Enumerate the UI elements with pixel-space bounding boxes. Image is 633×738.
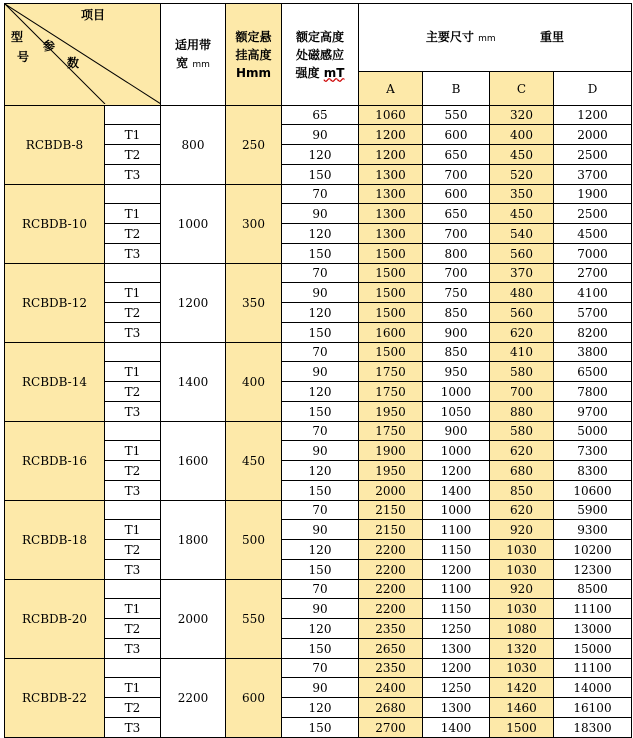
- dim-b-cell: 700: [423, 264, 490, 283]
- belt-width-cell: 800: [161, 106, 226, 185]
- col-d-header: D: [554, 72, 632, 106]
- field-strength-cell: 90: [282, 441, 359, 461]
- type-cell: T1: [105, 599, 161, 619]
- field-strength-cell: 120: [282, 382, 359, 402]
- field-strength-cell: 90: [282, 678, 359, 698]
- dim-b-cell: 1200: [423, 461, 490, 481]
- dim-c-cell: 620: [490, 323, 554, 343]
- dim-b-cell: 1400: [423, 481, 490, 501]
- dim-b-cell: 1150: [423, 540, 490, 560]
- field-strength-cell: 150: [282, 718, 359, 738]
- weight-d-cell: 10200: [554, 540, 632, 560]
- dim-a-cell: 2700: [359, 718, 423, 738]
- dim-b-cell: 650: [423, 145, 490, 165]
- weight-d-cell: 5900: [554, 501, 632, 520]
- dim-a-cell: 1750: [359, 382, 423, 402]
- weight-d-cell: 8200: [554, 323, 632, 343]
- dim-b-cell: 850: [423, 343, 490, 362]
- field-line2: 处磁感应: [295, 47, 344, 62]
- field-strength-cell: 90: [282, 204, 359, 224]
- dim-c-cell: 920: [490, 520, 554, 540]
- rated-height-cell: 250: [226, 106, 282, 185]
- weight-d-cell: 12300: [554, 560, 632, 580]
- dim-c-cell: 450: [490, 145, 554, 165]
- belt-width-cell: 1400: [161, 343, 226, 422]
- type-cell: T3: [105, 165, 161, 185]
- dim-c-cell: 350: [490, 185, 554, 204]
- rated-height-cell: 450: [226, 422, 282, 501]
- weight-d-cell: 2000: [554, 125, 632, 145]
- type-cell: T3: [105, 560, 161, 580]
- weight-d-cell: 4100: [554, 283, 632, 303]
- weight-d-cell: 8300: [554, 461, 632, 481]
- dim-a-cell: 2350: [359, 619, 423, 639]
- dim-c-cell: 1420: [490, 678, 554, 698]
- type-cell: [105, 106, 161, 125]
- belt-width-cell: 1600: [161, 422, 226, 501]
- type-cell: T2: [105, 698, 161, 718]
- rated-height-cell: 600: [226, 659, 282, 738]
- dim-a-cell: 1900: [359, 441, 423, 461]
- type-cell: T1: [105, 678, 161, 698]
- belt-width-line1: 适用带: [174, 37, 211, 52]
- rated-height-cell: 300: [226, 185, 282, 264]
- type-cell: [105, 580, 161, 599]
- weight-d-cell: 7800: [554, 382, 632, 402]
- table-row: [5, 106, 632, 125]
- type-cell: T1: [105, 362, 161, 382]
- model-name-cell: RCBDB-22: [5, 659, 105, 738]
- dim-a-cell: 1300: [359, 224, 423, 244]
- weight-d-cell: 14000: [554, 678, 632, 698]
- dim-a-cell: 1750: [359, 422, 423, 441]
- weight-d-cell: 10600: [554, 481, 632, 501]
- field-strength-cell: 120: [282, 145, 359, 165]
- model-name-cell: RCBDB-20: [5, 580, 105, 659]
- type-cell: T2: [105, 224, 161, 244]
- field-strength-cell: 70: [282, 264, 359, 283]
- type-cell: [105, 185, 161, 204]
- field-strength-cell: 150: [282, 639, 359, 659]
- type-cell: [105, 264, 161, 283]
- weight-d-cell: 8500: [554, 580, 632, 599]
- dim-c-cell: 1080: [490, 619, 554, 639]
- dim-b-cell: 550: [423, 106, 490, 125]
- model-name-cell: RCBDB-18: [5, 501, 105, 580]
- field-strength-cell: 90: [282, 362, 359, 382]
- field-strength-cell: 90: [282, 125, 359, 145]
- dim-b-cell: 650: [423, 204, 490, 224]
- dim-a-cell: 2150: [359, 501, 423, 520]
- type-cell: T3: [105, 481, 161, 501]
- dim-a-cell: 1300: [359, 165, 423, 185]
- field-strength-cell: 150: [282, 323, 359, 343]
- dim-c-cell: 1030: [490, 540, 554, 560]
- table-row: [5, 501, 632, 520]
- field-strength-cell: 90: [282, 520, 359, 540]
- dim-b-cell: 850: [423, 303, 490, 323]
- dim-a-cell: 1500: [359, 303, 423, 323]
- dim-b-cell: 700: [423, 224, 490, 244]
- field-strength-cell: 120: [282, 540, 359, 560]
- belt-width-cell: 1800: [161, 501, 226, 580]
- field-strength-cell: 120: [282, 224, 359, 244]
- field-strength-cell: 90: [282, 283, 359, 303]
- dim-b-cell: 1050: [423, 402, 490, 422]
- rated-height-cell: 350: [226, 264, 282, 343]
- model-name-cell: RCBDB-12: [5, 264, 105, 343]
- col-b-header: B: [423, 72, 490, 106]
- corner-header-cell: [5, 4, 161, 106]
- dim-c-cell: 1030: [490, 659, 554, 678]
- field-line1: 额定高度: [295, 29, 344, 44]
- weight-d-cell: 6500: [554, 362, 632, 382]
- dim-c-cell: 400: [490, 125, 554, 145]
- dim-a-cell: 1060: [359, 106, 423, 125]
- corner-hao-label: 号: [17, 50, 30, 64]
- type-cell: T1: [105, 441, 161, 461]
- dim-b-cell: 1250: [423, 619, 490, 639]
- type-cell: T3: [105, 244, 161, 264]
- dim-a-cell: 2350: [359, 659, 423, 678]
- dim-a-cell: 2200: [359, 580, 423, 599]
- dim-a-cell: 2200: [359, 560, 423, 580]
- field-strength-cell: 150: [282, 481, 359, 501]
- dim-b-cell: 1000: [423, 501, 490, 520]
- weight-d-cell: 7000: [554, 244, 632, 264]
- dim-a-cell: 1500: [359, 283, 423, 303]
- dim-c-cell: 620: [490, 441, 554, 461]
- weight-d-cell: 18300: [554, 718, 632, 738]
- dim-c-cell: 520: [490, 165, 554, 185]
- dim-a-cell: 2200: [359, 540, 423, 560]
- weight-d-cell: 4500: [554, 224, 632, 244]
- dim-c-cell: 560: [490, 303, 554, 323]
- dim-b-cell: 750: [423, 283, 490, 303]
- corner-shu-label: 数: [67, 56, 80, 70]
- belt-width-cell: 2200: [161, 659, 226, 738]
- type-cell: T3: [105, 718, 161, 738]
- col-a-header: A: [359, 72, 423, 106]
- field-strength-cell: 120: [282, 619, 359, 639]
- table-row: [5, 659, 632, 678]
- dim-b-cell: 1200: [423, 659, 490, 678]
- field-strength-cell: 150: [282, 560, 359, 580]
- dim-b-cell: 950: [423, 362, 490, 382]
- dim-c-cell: 920: [490, 580, 554, 599]
- field-strength-cell: 120: [282, 461, 359, 481]
- field-strength-cell: 70: [282, 343, 359, 362]
- field-strength-cell: 70: [282, 185, 359, 204]
- dim-c-cell: 1320: [490, 639, 554, 659]
- field-strength-cell: 70: [282, 422, 359, 441]
- dim-b-cell: 800: [423, 244, 490, 264]
- dim-c-cell: 1500: [490, 718, 554, 738]
- weight-d-cell: 13000: [554, 619, 632, 639]
- weight-d-cell: 3700: [554, 165, 632, 185]
- dim-b-cell: 1300: [423, 698, 490, 718]
- dim-a-cell: 1500: [359, 343, 423, 362]
- dim-c-cell: 1030: [490, 599, 554, 619]
- field-strength-cell: 70: [282, 659, 359, 678]
- field-strength-cell: 150: [282, 244, 359, 264]
- field-strength-cell: 150: [282, 402, 359, 422]
- weight-d-cell: 2500: [554, 204, 632, 224]
- dim-b-cell: 1100: [423, 520, 490, 540]
- type-cell: [105, 501, 161, 520]
- dim-c-cell: 700: [490, 382, 554, 402]
- dim-a-cell: 1300: [359, 204, 423, 224]
- table-header: [5, 4, 632, 106]
- model-name-cell: RCBDB-16: [5, 422, 105, 501]
- type-cell: T2: [105, 461, 161, 481]
- type-cell: T2: [105, 540, 161, 560]
- dim-a-cell: 2650: [359, 639, 423, 659]
- field-strength-cell: 70: [282, 580, 359, 599]
- field-strength-cell: 65: [282, 106, 359, 125]
- dim-a-cell: 2680: [359, 698, 423, 718]
- table-row: [5, 185, 632, 204]
- dim-a-cell: 1500: [359, 244, 423, 264]
- table-row: [5, 264, 632, 283]
- dims-title: 主要尺寸: [425, 29, 474, 44]
- type-cell: T1: [105, 520, 161, 540]
- weight-title: 重里: [540, 29, 565, 44]
- table-row: [5, 422, 632, 441]
- weight-d-cell: 2700: [554, 264, 632, 283]
- corner-model-label: 型: [11, 30, 24, 44]
- type-cell: T3: [105, 639, 161, 659]
- dim-c-cell: 450: [490, 204, 554, 224]
- field-line3: 强度: [295, 65, 320, 80]
- height-unit: Hmm: [235, 65, 272, 80]
- type-cell: [105, 343, 161, 362]
- type-cell: T1: [105, 283, 161, 303]
- dim-b-cell: 1150: [423, 599, 490, 619]
- type-cell: T2: [105, 619, 161, 639]
- dim-a-cell: 1200: [359, 125, 423, 145]
- dim-b-cell: 1100: [423, 580, 490, 599]
- weight-d-cell: 16100: [554, 698, 632, 718]
- model-name-cell: RCBDB-10: [5, 185, 105, 264]
- dim-a-cell: 1950: [359, 461, 423, 481]
- weight-d-cell: 1200: [554, 106, 632, 125]
- field-strength-cell: 150: [282, 165, 359, 185]
- type-cell: T2: [105, 303, 161, 323]
- weight-d-cell: 9700: [554, 402, 632, 422]
- dim-b-cell: 600: [423, 125, 490, 145]
- dim-c-cell: 880: [490, 402, 554, 422]
- belt-width-cell: 2000: [161, 580, 226, 659]
- field-unit: mT: [323, 65, 345, 80]
- height-line2: 挂高度: [235, 47, 272, 62]
- dim-c-cell: 680: [490, 461, 554, 481]
- belt-width-line2: 宽: [176, 55, 189, 70]
- weight-d-cell: 15000: [554, 639, 632, 659]
- dim-c-cell: 580: [490, 422, 554, 441]
- dim-b-cell: 700: [423, 165, 490, 185]
- dim-b-cell: 1400: [423, 718, 490, 738]
- dim-a-cell: 1500: [359, 264, 423, 283]
- rated-height-cell: 550: [226, 580, 282, 659]
- type-cell: [105, 659, 161, 678]
- dim-c-cell: 580: [490, 362, 554, 382]
- weight-d-cell: 11100: [554, 659, 632, 678]
- dim-c-cell: 1030: [490, 560, 554, 580]
- field-strength-cell: 90: [282, 599, 359, 619]
- dim-b-cell: 1200: [423, 560, 490, 580]
- dim-b-cell: 1250: [423, 678, 490, 698]
- dim-b-cell: 900: [423, 422, 490, 441]
- weight-d-cell: 3800: [554, 343, 632, 362]
- dim-a-cell: 2150: [359, 520, 423, 540]
- corner-can-label: 参: [43, 39, 56, 53]
- type-cell: T2: [105, 145, 161, 165]
- weight-d-cell: 2500: [554, 145, 632, 165]
- dim-a-cell: 1950: [359, 402, 423, 422]
- belt-width-cell: 1000: [161, 185, 226, 264]
- dim-c-cell: 850: [490, 481, 554, 501]
- type-cell: [105, 422, 161, 441]
- type-cell: T1: [105, 125, 161, 145]
- dim-b-cell: 900: [423, 323, 490, 343]
- dim-a-cell: 2000: [359, 481, 423, 501]
- table-row: [5, 580, 632, 599]
- dim-b-cell: 600: [423, 185, 490, 204]
- corner-item-label: 项目: [81, 8, 106, 22]
- field-strength-cell: 120: [282, 698, 359, 718]
- dims-weight-header: [359, 4, 632, 72]
- dim-a-cell: 2200: [359, 599, 423, 619]
- dim-c-cell: 560: [490, 244, 554, 264]
- dim-a-cell: 2400: [359, 678, 423, 698]
- weight-d-cell: 5000: [554, 422, 632, 441]
- dim-c-cell: 620: [490, 501, 554, 520]
- table-row: [5, 343, 632, 362]
- dims-unit: mm: [478, 33, 496, 44]
- model-name-cell: RCBDB-14: [5, 343, 105, 422]
- weight-d-cell: 1900: [554, 185, 632, 204]
- dim-b-cell: 1000: [423, 441, 490, 461]
- type-cell: T3: [105, 323, 161, 343]
- dim-a-cell: 1200: [359, 145, 423, 165]
- dim-c-cell: 410: [490, 343, 554, 362]
- weight-d-cell: 7300: [554, 441, 632, 461]
- dim-a-cell: 1300: [359, 185, 423, 204]
- height-header: [226, 4, 282, 106]
- dim-a-cell: 1600: [359, 323, 423, 343]
- type-cell: T3: [105, 402, 161, 422]
- col-c-header: C: [490, 72, 554, 106]
- dim-c-cell: 480: [490, 283, 554, 303]
- height-line1: 额定悬: [235, 29, 272, 44]
- field-header: [282, 4, 359, 106]
- spec-table: [4, 3, 632, 738]
- dim-c-cell: 1460: [490, 698, 554, 718]
- dim-c-cell: 320: [490, 106, 554, 125]
- rated-height-cell: 400: [226, 343, 282, 422]
- type-cell: T1: [105, 204, 161, 224]
- dim-a-cell: 1750: [359, 362, 423, 382]
- field-strength-cell: 120: [282, 303, 359, 323]
- dim-c-cell: 370: [490, 264, 554, 283]
- dim-c-cell: 540: [490, 224, 554, 244]
- weight-d-cell: 9300: [554, 520, 632, 540]
- belt-width-cell: 1200: [161, 264, 226, 343]
- belt-width-unit: mm: [192, 59, 210, 70]
- rated-height-cell: 500: [226, 501, 282, 580]
- weight-d-cell: 5700: [554, 303, 632, 323]
- weight-d-cell: 11100: [554, 599, 632, 619]
- field-strength-cell: 70: [282, 501, 359, 520]
- dim-b-cell: 1000: [423, 382, 490, 402]
- type-cell: T2: [105, 382, 161, 402]
- dim-b-cell: 1300: [423, 639, 490, 659]
- table-body: [5, 106, 632, 738]
- model-name-cell: RCBDB-8: [5, 106, 105, 185]
- belt-width-header: [161, 4, 226, 106]
